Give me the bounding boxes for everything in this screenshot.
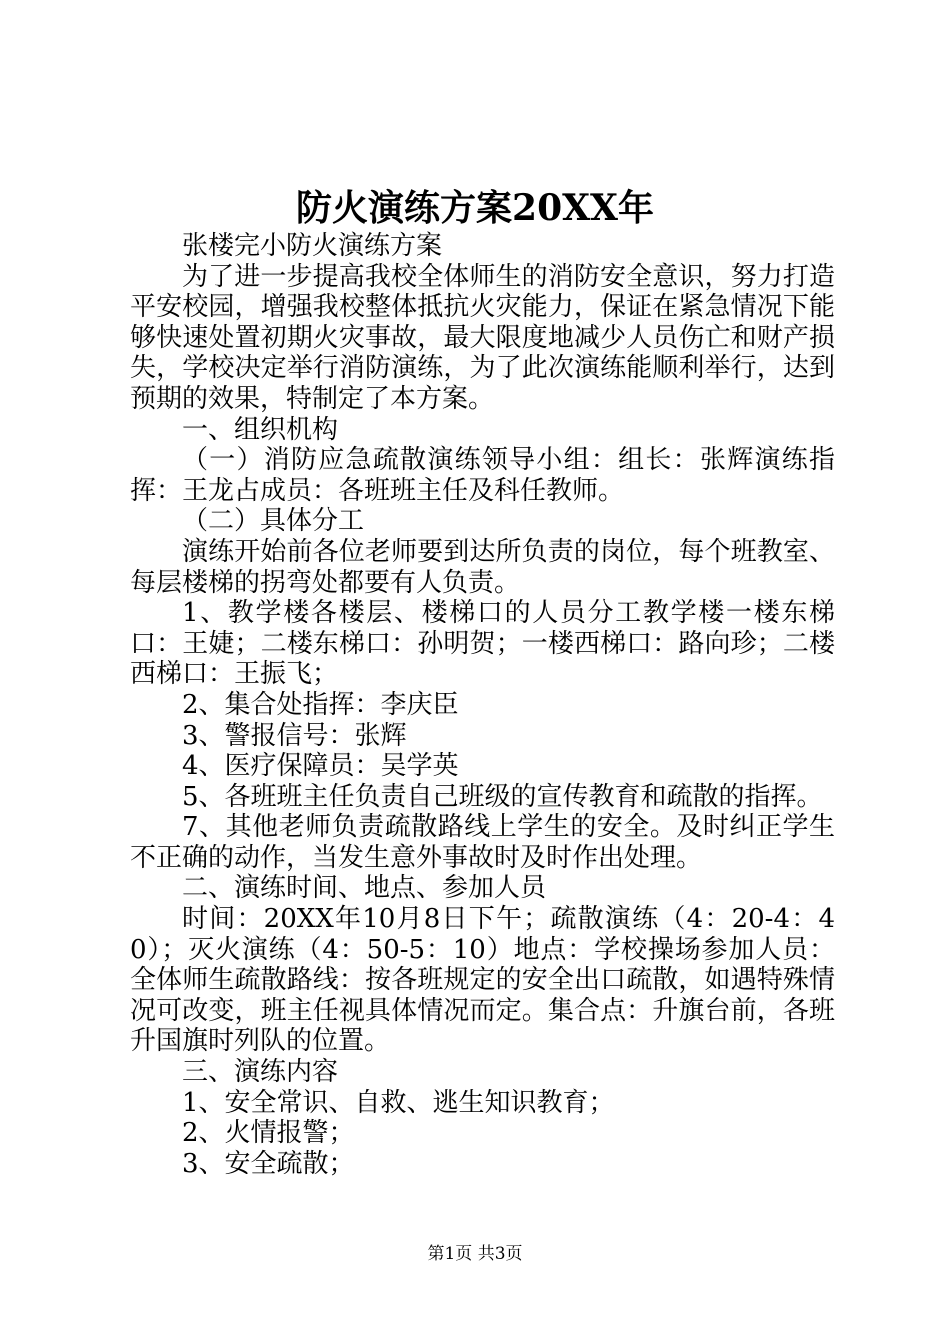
list-item-medical: 4、医疗保障员：吴学英: [182, 751, 459, 782]
list-item-assembly: 2、集合处指挥：李庆臣: [182, 689, 459, 720]
page-title: 防火演练方案20XX年: [296, 187, 654, 229]
list-item-stairs: 1、教学楼各楼层、楼梯口的人员分工教学楼一楼东梯口：王婕；二楼东梯口：孙明贺；一楼西梯口：路向珍；二楼西梯口：王振飞；: [130, 598, 835, 690]
document-body: [130, 231, 835, 1179]
paragraph-intro: 为了进一步提高我校全体师生的消防安全意识，努力打造平安校园，增强我校整体抵抗火灾能力，保证在紧急情况下能够快速处置初期火灾事故，最大限度地减少人员伤亡和财产损失，学校决定举行消防演练，为了此次演练能顺利举行，达到预期的效果，特制定了本方案。: [130, 261, 835, 414]
section-heading-content: 三、演练内容: [182, 1057, 339, 1088]
section-heading-time-place: 二、演练时间、地点、参加人员: [182, 873, 547, 904]
list-item-other-teachers: 7、其他老师负责疏散路线上学生的安全。及时纠正学生不正确的动作，当发生意外事故时及时作出处理。: [130, 812, 835, 873]
list-item-class-teachers: 5、各班班主任负责自己班级的宣传教育和疏散的指挥。: [182, 781, 823, 812]
list-item-alarm: 3、警报信号：张辉: [182, 720, 407, 751]
paragraph-heading-school: 张楼完小防火演练方案: [182, 231, 443, 261]
paragraph-teacher-posts: 演练开始前各位老师要到达所负责的岗位，每个班教室、每层楼梯的拐弯处都要有人负责。: [130, 536, 835, 598]
paragraph-leadership-group: （一）消防应急疏散演练领导小组：组长：张辉演练指挥：王龙占成员：各班班主任及科任教师。: [130, 445, 835, 506]
page-footer: 第1页 共3页: [427, 1244, 523, 1264]
paragraph-time-place: 时间：20XX年10月8日下午；疏散演练（4：20-4：40）；灭火演练（4：50-5：10）地点：学校操场参加人员：全体师生疏散路线：按各班规定的安全出口疏散，如遇特殊情况可改变，班主任视具体情况而定。集合点：升旗台前，各班升国旗时列队的位置。: [130, 904, 835, 1057]
subsection-heading-division: （二）具体分工: [182, 506, 365, 537]
list-item-safety-education: 1、安全常识、自救、逃生知识教育；: [182, 1087, 615, 1118]
list-item-evacuation: 3、安全疏散；: [182, 1148, 355, 1179]
list-item-fire-alarm: 2、火情报警；: [182, 1118, 355, 1149]
section-heading-organization: 一、组织机构: [182, 414, 339, 445]
